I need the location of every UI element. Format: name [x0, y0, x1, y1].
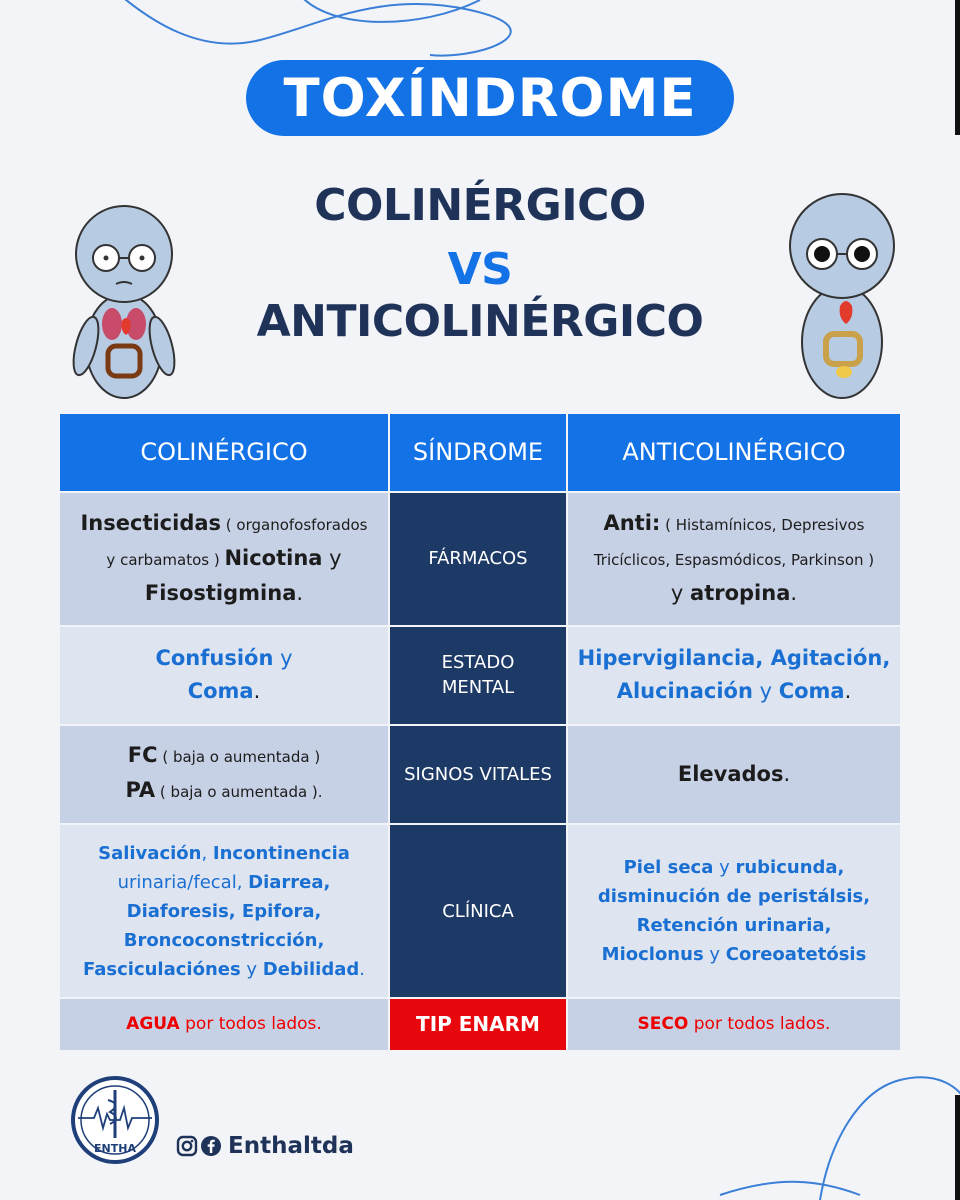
edge-bar-bottom [955, 1095, 960, 1200]
edge-bar-top [955, 0, 960, 135]
anticholinergic-character-illustration [782, 184, 902, 406]
facebook-icon [200, 1135, 222, 1157]
header-syndrome: SÍNDROME [390, 414, 566, 491]
cell-farmacos-cholinergic: Insecticidas ( organofosforados y carbamatos ) Nicotina y Fisostigmina. [60, 493, 388, 625]
header-cholinergic: COLINÉRGICO [60, 414, 388, 491]
cell-signos-anticholinergic: Elevados. [568, 726, 900, 823]
social-handle[interactable] [176, 1133, 354, 1159]
label-clinica: CLÍNICA [390, 825, 566, 998]
label-signos-vitales: SIGNOS VITALES [390, 726, 566, 823]
entha-logo [70, 1074, 160, 1170]
label-estado-mental: ESTADO MENTAL [390, 627, 566, 724]
row-tip-enarm [60, 999, 900, 1050]
header-anticholinergic: ANTICOLINÉRGICO [568, 414, 900, 491]
social-handle-text: Enthaltda [228, 1133, 354, 1159]
row-clinica [60, 825, 900, 998]
cell-farmacos-anticholinergic: Anti: ( Histamínicos, Depresivos Tricíclicos, Espasmódicos, Parkinson ) y atropina. [568, 493, 900, 625]
cell-clinica-anticholinergic: Piel seca y rubicunda, disminución de peristálsis, Retención urinaria, Mioclonus y Coreoatetósis [568, 825, 900, 998]
logo-text: ENTHA [94, 1142, 136, 1155]
label-farmacos: FÁRMACOS [390, 493, 566, 625]
cell-signos-cholinergic: FC ( baja o aumentada ) PA ( baja o aumentada ). [60, 726, 388, 823]
page-title: TOXÍNDROME [246, 60, 734, 136]
cholinergic-character-illustration [64, 196, 184, 406]
row-signos-vitales [60, 726, 900, 823]
cell-tip-cholinergic: AGUA por todos lados. [60, 999, 388, 1050]
comparison-table [58, 412, 902, 1052]
cell-clinica-cholinergic: Salivación, Incontinencia urinaria/fecal, Diarrea, Diaforesis, Epifora, Broncoconstricción, Fasciculaciónes y Debilidad. [60, 825, 388, 998]
row-estado-mental [60, 627, 900, 724]
row-farmacos [60, 493, 900, 625]
instagram-icon [176, 1135, 198, 1157]
subtitle-cholinergic: COLINÉRGICO [314, 180, 646, 231]
subtitle-anticholinergic: ANTICOLINÉRGICO [256, 296, 704, 347]
cell-estado-anticholinergic: Hipervigilancia, Agitación, Alucinación y Coma. [568, 627, 900, 724]
label-tip-enarm: TIP ENARM [390, 999, 566, 1050]
subtitle-vs: VS [447, 244, 513, 295]
cell-estado-cholinergic: Confusión y Coma. [60, 627, 388, 724]
cell-tip-anticholinergic: SECO por todos lados. [568, 999, 900, 1050]
